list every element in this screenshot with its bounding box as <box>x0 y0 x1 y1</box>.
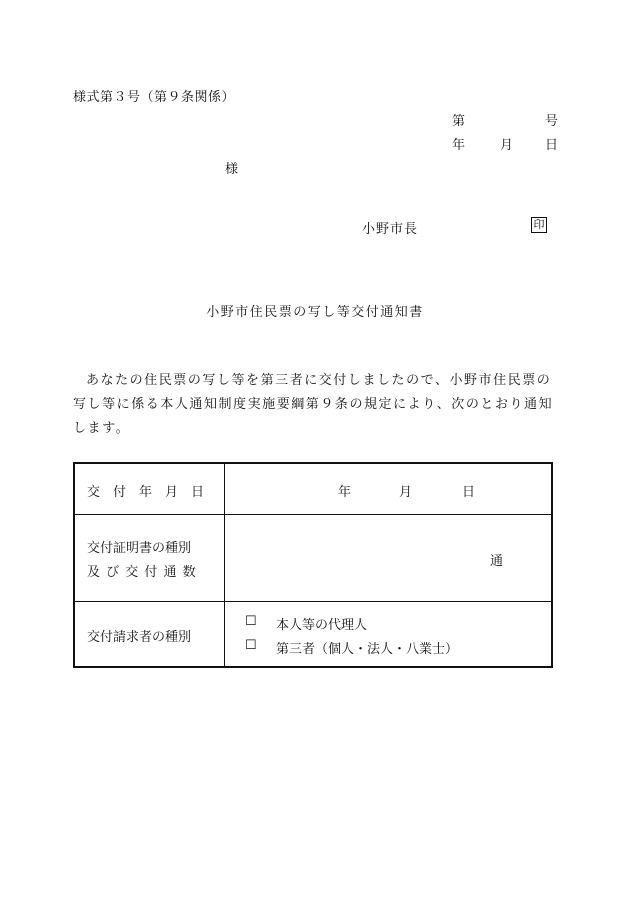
requester-type-value-cell <box>225 601 551 668</box>
notice-body: あなたの住民票の写し等を第三者に交付しましたので、小野市住民票の写し等に係る本人通知制度実施要綱第９条の規定により、次のとおり通知します。 <box>73 373 554 436</box>
issue-date-month-label: 月 <box>399 485 413 500</box>
copy-count-unit: 通 <box>490 554 504 569</box>
document-number-prefix: 第 <box>452 114 466 129</box>
document-title: 小野市住民票の写し等交付通知書 <box>206 305 424 320</box>
document-number-suffix: 号 <box>545 114 559 129</box>
certificate-type-value-cell <box>225 514 551 601</box>
checkbox-agent[interactable]: ☐ <box>245 614 257 629</box>
requester-type-label-cell <box>75 601 225 668</box>
option-third-party-label: 第三者（個人・法人・八業士） <box>276 642 459 657</box>
table-row-issue-date <box>75 464 551 515</box>
option-agent-label: 本人等の代理人 <box>276 618 368 633</box>
checkbox-third-party[interactable]: ☐ <box>245 638 257 653</box>
table-row-requester-type <box>75 601 551 668</box>
issue-date-value-cell <box>225 464 551 514</box>
issue-date-label: 交 付 年 月 日 <box>87 485 205 500</box>
info-table <box>73 462 553 668</box>
issue-date-label-cell <box>75 464 225 514</box>
certificate-type-label-cell <box>75 514 225 601</box>
table-row-certificate-type <box>75 514 551 602</box>
recipient-honorific: 様 <box>225 162 239 177</box>
issuer-name: 小野市長 <box>362 222 419 237</box>
certificate-type-label: 交付証明書の種別 <box>87 541 192 556</box>
copy-count-label: 及 び 交 付 通 数 <box>87 565 197 580</box>
issue-date-year-label: 年 <box>338 485 352 500</box>
requester-type-label: 交付請求者の種別 <box>87 630 192 645</box>
seal-stamp: 印 <box>531 217 547 233</box>
issue-date-day-label: 日 <box>462 485 476 500</box>
form-number: 様式第３号（第９条関係） <box>73 90 236 105</box>
date-day-label: 日 <box>545 138 559 153</box>
date-year-label: 年 <box>452 138 466 153</box>
date-month-label: 月 <box>500 138 514 153</box>
